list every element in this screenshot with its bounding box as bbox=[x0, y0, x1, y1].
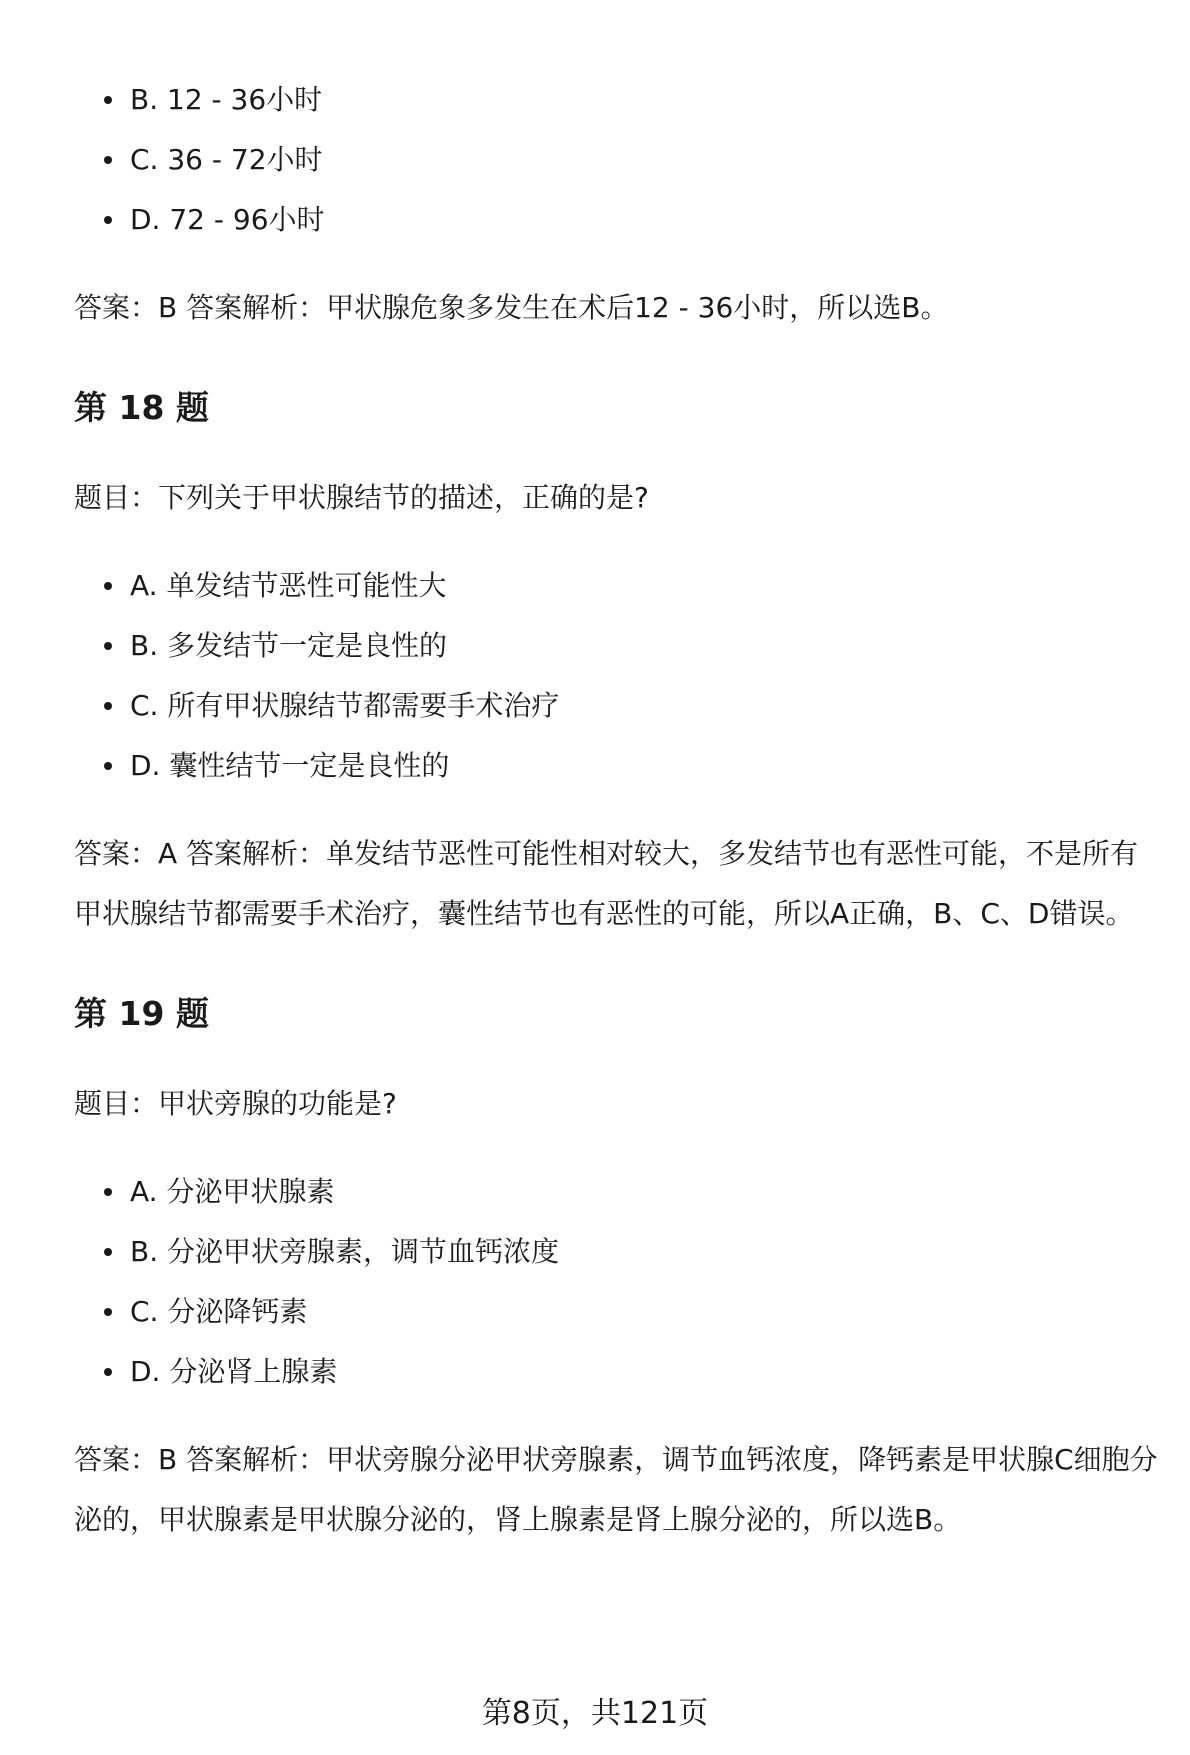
answer-text: 答案：A 答案解析：单发结节恶性可能性相对较大，多发结节也有恶性可能，不是所有甲状腺结节都需要手术治疗，囊性结节也有恶性的可能，所以A正确，B、C、D错误。 bbox=[74, 837, 1139, 930]
option-item bbox=[74, 676, 1174, 736]
question-17-tail bbox=[74, 70, 1174, 338]
option-text: C. 分泌降钙素 bbox=[130, 1295, 308, 1328]
option-text: B. 12 - 36小时 bbox=[130, 83, 323, 116]
bullet-icon bbox=[104, 1308, 112, 1316]
bullet-icon bbox=[104, 702, 112, 710]
option-text: C. 所有甲状腺结节都需要手术治疗 bbox=[130, 689, 560, 722]
option-item bbox=[74, 1222, 1174, 1282]
option-list bbox=[74, 70, 1174, 250]
question-18 bbox=[74, 378, 1174, 944]
option-text: A. 分泌甲状腺素 bbox=[130, 1175, 335, 1208]
bullet-icon bbox=[104, 642, 112, 650]
option-item bbox=[74, 70, 1174, 130]
question-stem: 题目：甲状旁腺的功能是? bbox=[74, 1087, 397, 1120]
bullet-icon bbox=[104, 1368, 112, 1376]
option-text: B. 分泌甲状旁腺素，调节血钙浓度 bbox=[130, 1235, 560, 1268]
option-text: C. 36 - 72小时 bbox=[130, 143, 323, 176]
bullet-icon bbox=[104, 96, 112, 104]
option-text: B. 多发结节一定是良性的 bbox=[130, 629, 448, 662]
option-item bbox=[74, 616, 1174, 676]
question-stem: 题目：下列关于甲状腺结节的描述，正确的是? bbox=[74, 481, 649, 514]
option-item bbox=[74, 556, 1174, 616]
question-title: 第 18 题 bbox=[74, 388, 209, 427]
bullet-icon bbox=[104, 1248, 112, 1256]
option-item bbox=[74, 1342, 1174, 1402]
bullet-icon bbox=[104, 762, 112, 770]
option-item bbox=[74, 130, 1174, 190]
option-item bbox=[74, 1162, 1174, 1222]
option-text: D. 囊性结节一定是良性的 bbox=[130, 749, 450, 782]
option-list bbox=[74, 556, 1174, 796]
option-item bbox=[74, 1282, 1174, 1342]
bullet-icon bbox=[104, 582, 112, 590]
bullet-icon bbox=[104, 1188, 112, 1196]
answer-text: 答案：B 答案解析：甲状旁腺分泌甲状旁腺素，调节血钙浓度，降钙素是甲状腺C细胞分泌的，甲状腺素是甲状腺分泌的，肾上腺素是肾上腺分泌的，所以选B。 bbox=[74, 1443, 1158, 1536]
page-content bbox=[74, 70, 1174, 1550]
option-item bbox=[74, 736, 1174, 796]
answer-text: 答案：B 答案解析：甲状腺危象多发生在术后12 - 36小时，所以选B。 bbox=[74, 291, 949, 324]
question-title: 第 19 题 bbox=[74, 994, 209, 1033]
page-number: 第8页，共121页 bbox=[481, 1696, 709, 1731]
option-text: A. 单发结节恶性可能性大 bbox=[130, 569, 447, 602]
option-text: D. 分泌肾上腺素 bbox=[130, 1355, 338, 1388]
bullet-icon bbox=[104, 216, 112, 224]
question-19 bbox=[74, 984, 1174, 1550]
option-list bbox=[74, 1162, 1174, 1402]
option-text: D. 72 - 96小时 bbox=[130, 203, 325, 236]
bullet-icon bbox=[104, 156, 112, 164]
option-item bbox=[74, 190, 1174, 250]
